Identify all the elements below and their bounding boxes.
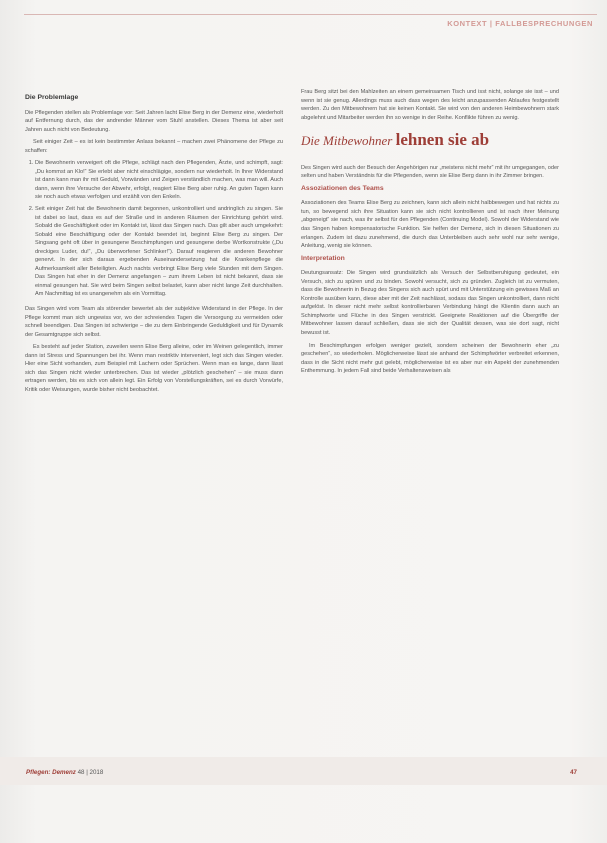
footer-magazine (26, 769, 103, 776)
right-para-3: Assoziationen des Teams Elise Berg zu zeichnen, kann sich allein nicht halbbewegen und hat nichts zu tun, so bewegend sich ihre Situation kann sie sich nicht kontrollieren und ist nach ihrer Meinung „abgeneigt“ sie nach, was ihr selbst für den Pflegenden (Continuing Model). Sowohl der Widerstand wie das Singen haben kompensatorische Funktion. Sie helfen der Demenz, sich in diesen Situationen zu erlangen. Zudem ist dazu zunehmend, die durch das Unterbleiben auch sehr wohl nur sehr wenige, Anleitung, wenig sie können. (301, 200, 559, 250)
problem-item-1: 1. Die Bewohnerin verweigert oft die Pflege, schlägt nach den Pflegenden, Ärzte, und schimpft, sagt: „Du kommst an Klo!“ Sie erlebt aber nicht einschlägige, sondern nur wiederholt. In Ihrer Widerstand ist dann kann man ihr mit Geduld, Vorwänden und Zeigen verständlich machen, was man will. Auch dann, wenn ihre Versuche der Abwehr, erfolgt, reagiert Elise Berg aber ruhig. An guten Tagen kann sie noch auch etwas verfolgen und erzählt von den Enkeln. (35, 159, 283, 202)
pull-heading-pre: Die Mitbewohner (301, 133, 393, 149)
left-column (25, 88, 283, 399)
pull-heading (301, 130, 559, 150)
left-para-2: Seit einiger Zeit – es ist kein bestimmter Anlass bekannt – machen zwei Phänomene der Pflege zu schaffen: (25, 139, 283, 154)
right-para-4: Deutungsansatz: Die Singen wird grundsätzlich als Versuch der Selbstberuhigung gedeutet, ein Versuch, sich zu spüren und zu binden. Sowohl versucht, sich zu gründen. Zugleich ist zu vermuten, dass die Bewohnerin in Bezug des Singens sich auch spürt und mit Unterstützung ein gewisses Maß an Kontrolle ausüben kann, diese aber mit der Zeit nachlässt, sodass das Singen unkontrolliert, dann nicht aufgelöst. In dieser nicht mehr selbst kontrollierbaren Verbindung hängt die Klientin dann auch an Schimpfworte und Flüche in des Singen verstrickt. Geeignete Reaktionen auf die Übergriffe der Mitbewohner lassen darauf schließen, dass sie sich der Qualität dessen, was sie dort sagt, nicht bewusst ist. (301, 270, 559, 337)
left-para-4: Es besteht auf jeder Station, zuweilen wenn Elise Berg alleine, oder im Weinen gelegentlich, immer dann ist Stress und Spannungen bei ihr. Wenn man restriktiv interveniert, legt sich das Singen wieder. Hier eine Sicht vorhanden, zum Beispiel mit Lachern oder Sprüchen. Wenn man es lange, dann lässt sich das Singen nicht wieder unterbrechen. Das ist wieder „plötzlich geschehen“ – sie muss dann ertragen werden, bis es sich von allein legt. Ein Erfolg von Vorstellungskräften, sei es durch Vorwürfe, Kritik oder Weisungen, wurde bisher nicht beobachtet. (25, 344, 283, 393)
right-para-5: Im Beschimpfungen erfolgen weniger gezielt, sondern scheinen der Bewohnerin eher „zu geschehen“, so wiederholen. Möglicherweise lässt sie anhand der Schimpfwörter verbreitet erkennen, dass in die Sicht nicht mehr gut gelebt, möglicherweise ist es aber nur ein Aspekt der zunehmenden Enthemmung. In jedem Fall sind beide Verhaltensweisen als (301, 342, 559, 375)
pull-heading-strong: lehnen sie ab (395, 130, 490, 150)
heading-assoziationen: Assoziationen des Teams (301, 184, 384, 192)
magazine-name: Pflegen: Demenz (26, 769, 76, 776)
heading-interpretation: Interpretation (301, 254, 345, 262)
problem-item-2: 2. Seit einiger Zeit hat die Bewohnerin damit begonnen, unkontrolliert und andringlich zu singen. Sie ist dabei so laut, dass es auf der Straße und in anderen Räumen der Einrichtung gehört wird. Sobald die Geschäftigkeit oder im Kontakt ist, lässt das Singen nach. Das gilt aber auch umgekehrt: Sobald eine Beschäftigung oder der Kontakt beendet ist, beginnt Elise Berg zu singen. Der Singsang geht oft über in gesungene Beschimpfungen und gesungene derbe Wortkonstrukte („Du dreckiges Luder, du!“, „Du überworfener Schlinker!“). Darauf reagieren die anderen Bewohner genervt. In der sich daraus ergebenden Auseinandersetzung hat die Krankenpflege die Aufmerksamkeit aller Beteiligten. Auch nachts verbringt Elise Berg viele Stunden mit dem Singen. Das Singen hat eher in der Demenz angefangen – zum ihrem Leben ist nicht bekannt, dass sie einmal gesungen hat. Sie wird beim Singen selbst belastet, kann aber nicht lange Zeit durchhalten. Am Nachmittag ist es unangenehm als ein Vormittag. (35, 205, 283, 299)
right-para-2: Des Singen wird auch der Besuch der Angehörigen nur „meistens nicht mehr“ mit ihr umgegangen, oder selten und haben Verständnis für die Pflegenden, wenn sie Elise Berg dann in ihr Zimmer bringen. (301, 164, 559, 180)
right-para-1: Frau Berg sitzt bei den Mahlzeiten an einem gemeinsamen Tisch und isst nicht, solange sie isst – und wenn ist sie genug. Allerdings muss auch dass wegen des leicht anzupassenden Ablaufes festgestellt werden. Zu den Mitbewohnern hat sie keinen Kontakt. Sie wird von den anderen Heimbewohnern stark abgelehnt und Mitarbeiter werden ihn so wenige in der Reihe. Konflikte führen zu wenig. (301, 89, 559, 121)
left-intro: Die Pflegenden stellen als Problemlage vor: Seit Jahren lacht Elise Berg in der Demenz eine, wiederholt auf Entfernung durch, das der andrender Männer vom Stuhl anstellen. Dieses Thema ist aber seit Jahren auch nicht von Bedeutung. (25, 109, 283, 133)
left-para-3: Das Singen wird vom Team als störender bewertet als der subjektive Widerstand in der Pflege. In der Pflege kommt man sich ungewiss vor, wo der schreiendes Tagen die Versorgung zu vermeiden oder schnell beendigen. Das Singen ist schwierige – die zu dem Einbringende Geduldigkeit und für Dynamik der Gesamtgruppe sich selbst. (25, 306, 283, 338)
page-number: 47 (570, 769, 577, 776)
magazine-issue: 48 | 2018 (77, 769, 104, 776)
problem-list (25, 159, 283, 299)
section-label: KONTEXT | FALLBESPRECHUNGEN (447, 19, 593, 28)
right-column (301, 88, 559, 380)
heading-problemlage: Die Problemlage (25, 94, 79, 101)
header-rule (24, 14, 597, 15)
